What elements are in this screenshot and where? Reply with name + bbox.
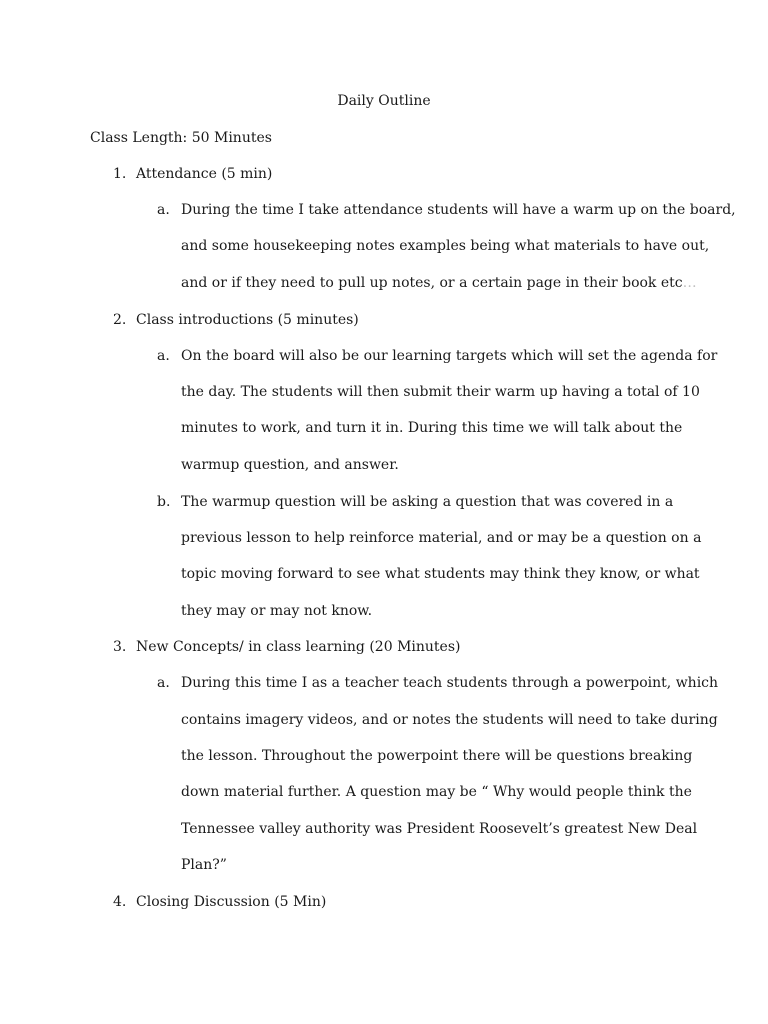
item-number: 1. <box>113 166 127 182</box>
paragraph-line: During the time I take attendance students will have a warm up on the board, <box>181 202 736 218</box>
item-heading: Class introductions (5 minutes) <box>136 312 359 328</box>
paragraph-line: previous lesson to help reinforce material, and or may be a question on a <box>181 530 702 546</box>
paragraph-line: Tennessee valley authority was President Roosevelt’s greatest New Deal <box>181 821 698 837</box>
paragraph-line: warmup question, and answer. <box>181 457 399 473</box>
paragraph-line: On the board will also be our learning targets which will set the agenda for <box>181 348 718 364</box>
item-number: 2. <box>113 312 127 328</box>
paragraph-line: the day. The students will then submit their warm up having a total of 10 <box>181 384 700 400</box>
paragraph-line: topic moving forward to see what students may think they know, or what <box>181 566 700 582</box>
sub-item-letter: a. <box>157 675 170 691</box>
paragraph-line: the lesson. Throughout the powerpoint there will be questions breaking <box>181 748 693 764</box>
sub-item-letter: a. <box>157 348 170 364</box>
paragraph-line: they may or may not know. <box>181 603 373 619</box>
paragraph-line: down material further. A question may be “ Why would people think the <box>181 784 692 800</box>
item-heading: Attendance (5 min) <box>136 166 273 182</box>
item-heading: Closing Discussion (5 Min) <box>136 894 327 910</box>
sub-item-letter: b. <box>157 494 171 510</box>
paragraph-line: and some housekeeping notes examples being what materials to have out, <box>181 238 710 254</box>
item-number: 4. <box>113 894 127 910</box>
sub-item-letter: a. <box>157 202 170 218</box>
paragraph-line: contains imagery videos, and or notes the students will need to take during <box>181 712 718 728</box>
page-title: Daily Outline <box>337 93 431 109</box>
item-heading: New Concepts/ in class learning (20 Minutes) <box>136 639 461 655</box>
paragraph-line <box>181 275 697 291</box>
paragraph-line: During this time I as a teacher teach students through a powerpoint, which <box>181 675 719 691</box>
paragraph-line: minutes to work, and turn it in. During this time we will talk about the <box>181 420 683 436</box>
paragraph-line: Plan?” <box>181 857 227 873</box>
paragraph-text: and or if they need to pull up notes, or a certain page in their book etc <box>181 275 683 291</box>
paragraph-line: The warmup question will be asking a question that was covered in a <box>181 494 674 510</box>
item-number: 3. <box>113 639 127 655</box>
class-length: Class Length: 50 Minutes <box>90 130 272 146</box>
ellipsis: … <box>682 275 697 291</box>
